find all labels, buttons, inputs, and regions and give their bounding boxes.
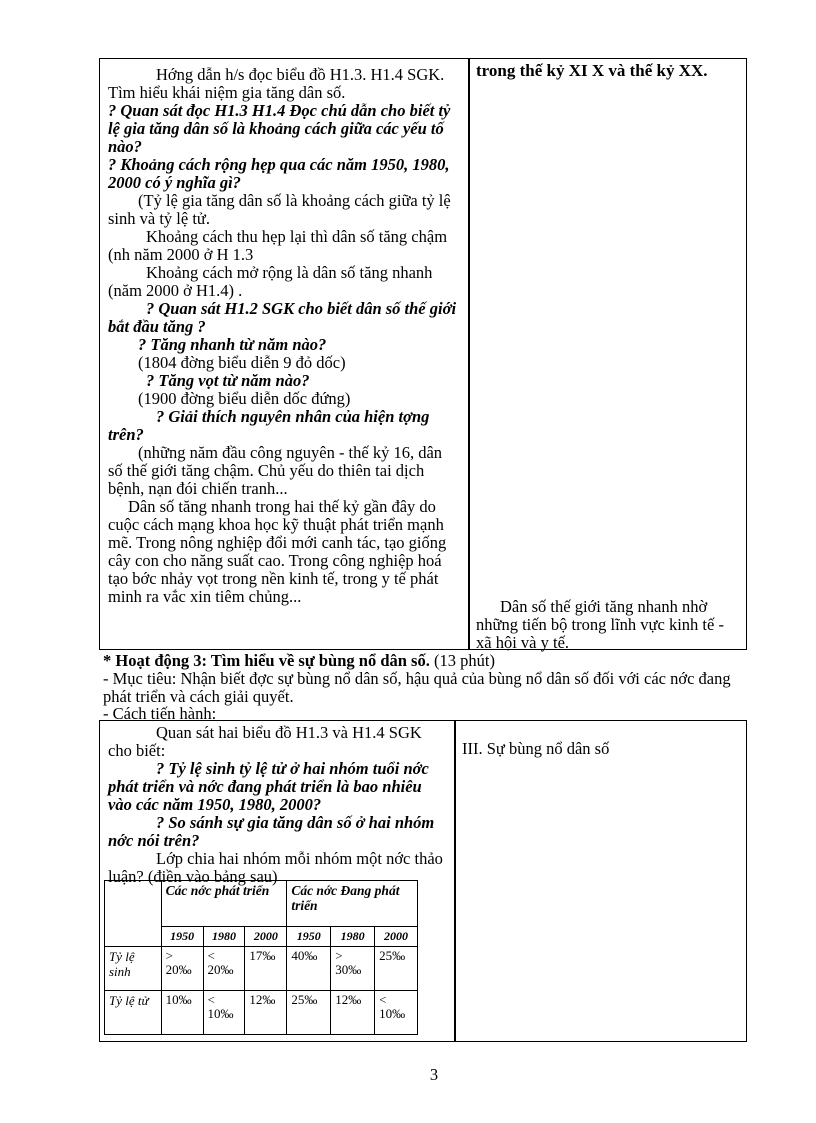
- section3-divider: [454, 720, 456, 1042]
- table-corner-cell: [105, 881, 162, 947]
- table-cell: 12‰: [331, 991, 375, 1035]
- table-year-cell: 1950: [287, 927, 331, 947]
- table-cell: 25‰: [375, 947, 418, 991]
- paragraph: Hớng dẫn h/s đọc biểu đồ H1.3. H1.4 SGK. Tìm hiểu khái niệm gia tăng dân số.: [108, 65, 445, 102]
- section3-right-heading: III. Sự bùng nổ dân số: [462, 739, 610, 758]
- paragraph: ? Tỷ lệ sinh tỷ lệ tử ở hai nhóm tuổi nớc phát triển và nớc đang phát triển là bao nhiêu vào các năm 1950, 1980, 2000?: [108, 759, 429, 814]
- table-row: [105, 947, 418, 991]
- paragraph: Dân số tăng nhanh trong hai thế kỷ gần đây do cuộc cách mạng khoa học kỹ thuật phát triển mạnh mẽ. Trong nông nghiệp đổi mới canh tác, tạo giống cây con cho năng suất cao. Trong công nghiệp hoá tạo bớc nhảy vọt trong nền kinh tế, trong y tế phát minh ra vắc xin tiêm chủng...: [108, 497, 447, 606]
- section2-right-bottom: Dân số thế giới tăng nhanh nhờ những tiến bộ trong lĩnh vực kinh tế - xã hội và y tế.: [476, 597, 724, 652]
- paragraph: ? So sánh sự gia tăng dân số ở hai nhóm nớc nói trên?: [108, 813, 435, 850]
- table-row-label: Tỷ lệ tử: [105, 991, 162, 1035]
- table-cell: 17‰: [245, 947, 287, 991]
- table-cell: < 10‰: [203, 991, 245, 1035]
- paragraph: Khoảng cách mở rộng là dân số tăng nhanh (năm 2000 ở H1.4) .: [108, 263, 433, 300]
- activity3-goal: - Mục tiêu: Nhận biết đợc sự bùng nổ dân số, hậu quả của bùng nổ dân số đối với các nớc đang phát triển và cách giải quyết.: [103, 669, 731, 706]
- paragraph: ? Tăng vọt từ năm nào?: [146, 371, 310, 390]
- table-cell: 40‰: [287, 947, 331, 991]
- paragraph: Khoảng cách thu hẹp lại thì dân số tăng chậm (nh năm 2000 ở H 1.3: [108, 227, 448, 264]
- table-year-cell: 2000: [375, 927, 418, 947]
- activity3-method: - Cách tiến hành:: [103, 704, 217, 723]
- paragraph: ? Quan sát H1.2 SGK cho biết dân số thế giới bắt đầu tăng ?: [108, 299, 457, 336]
- section3-left-column: [108, 724, 446, 886]
- paragraph: Lớp chia hai nhóm mỗi nhóm một nớc thảo luận? (điền vào bảng sau): [108, 849, 443, 886]
- table-cell: 10‰: [161, 991, 203, 1035]
- paragraph: (1900 đờng biểu diễn dốc đứng): [138, 389, 351, 408]
- paragraph: (Tỷ lệ gia tăng dân số là khoảng cách giữa tỷ lệ sinh và tỷ lệ tử.: [108, 191, 451, 228]
- birth-death-rate-table: [104, 880, 418, 1035]
- table-row-label: Tỷ lệ sinh: [105, 947, 162, 991]
- activity3-title: [103, 652, 743, 670]
- paragraph: (những năm đầu công nguyên - thế kỷ 16, dân số thế giới tăng chậm. Chủ yếu do thiên tai dịch bệnh, nạn đói chiến tranh...: [108, 443, 443, 498]
- table-cell: > 20‰: [161, 947, 203, 991]
- activity3-title-text: * Hoạt động 3: Tìm hiểu về sự bùng nổ dân số.: [103, 651, 434, 670]
- table-year-cell: 1950: [161, 927, 203, 947]
- paragraph: ? Quan sát đọc H1.3 H1.4 Đọc chú dẫn cho biết tỷ lệ gia tăng dân số là khoảng cách giữa các yếu tố nào?: [108, 101, 451, 156]
- page-number: 3: [429, 1065, 439, 1084]
- table-year-cell: 1980: [331, 927, 375, 947]
- paragraph: Quan sát hai biểu đồ H1.3 và H1.4 SGK cho biết:: [108, 723, 422, 760]
- section2-divider: [468, 58, 470, 650]
- table-group-developed: Các nớc phát triển: [161, 881, 287, 927]
- paragraph: ? Tăng nhanh từ năm nào?: [138, 335, 327, 354]
- activity3-time: (13 phút): [433, 651, 495, 670]
- table-year-cell: 1980: [203, 927, 245, 947]
- table-cell: < 10‰: [375, 991, 418, 1035]
- table-cell: < 20‰: [203, 947, 245, 991]
- section2-left-column: [108, 66, 460, 606]
- table-cell: 25‰: [287, 991, 331, 1035]
- table-row: [105, 991, 418, 1035]
- section2-right-top: trong thế kỷ XI X và thế kỷ XX.: [476, 61, 708, 80]
- table-group-developing: Các nớc Đang phát triển: [287, 881, 418, 927]
- paragraph: (1804 đờng biểu diễn 9 đỏ dốc): [138, 353, 346, 372]
- paragraph: ? Giải thích nguyên nhân của hiện tợng trên?: [108, 407, 430, 444]
- paragraph: ? Khoảng cách rộng hẹp qua các năm 1950, 1980, 2000 có ý nghĩa gì?: [108, 155, 450, 192]
- table-year-cell: 2000: [245, 927, 287, 947]
- table-cell: 12‰: [245, 991, 287, 1035]
- table-cell: > 30‰: [331, 947, 375, 991]
